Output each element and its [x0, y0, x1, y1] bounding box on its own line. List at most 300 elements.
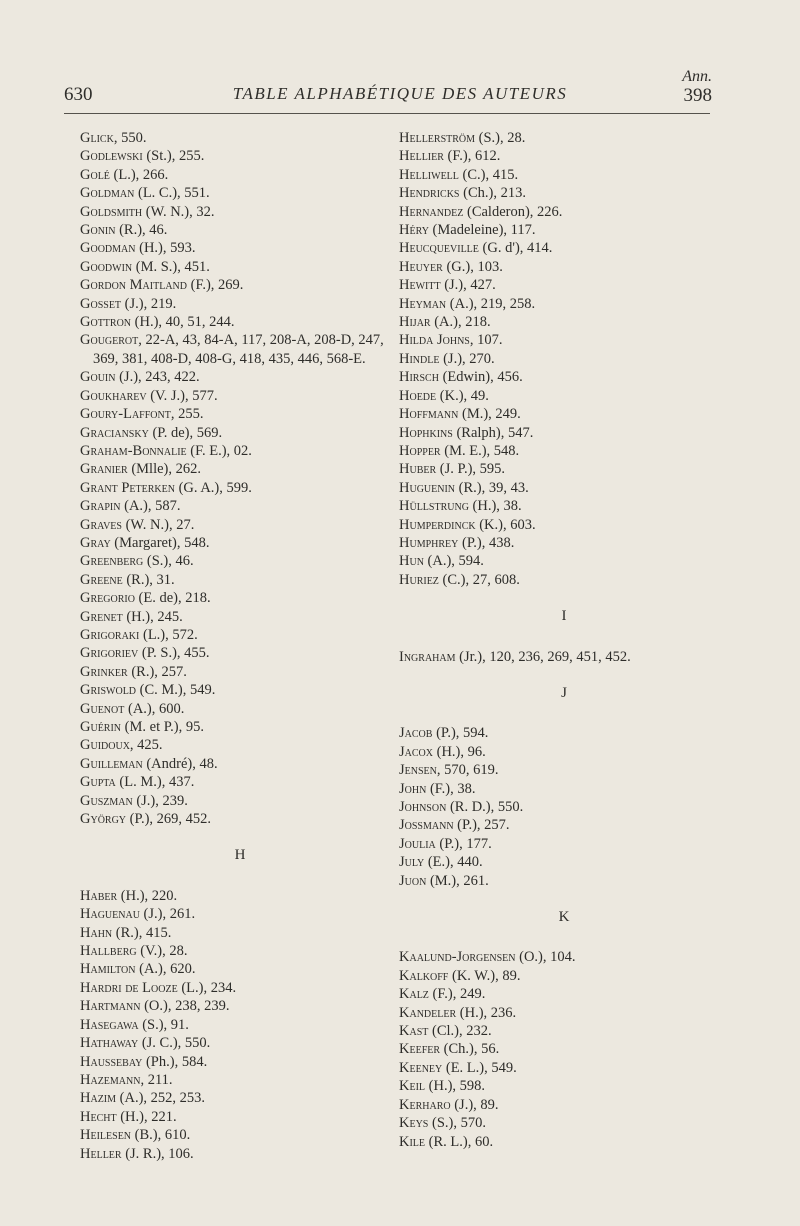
author-name: Graciansky: [80, 424, 149, 441]
index-entry: [399, 239, 729, 257]
author-name: György: [80, 811, 127, 828]
author-name: Huriez: [399, 571, 439, 588]
index-entry: [80, 497, 400, 515]
index-entry: [80, 887, 400, 905]
index-entry: [80, 534, 400, 552]
page-references: (R.), 39, 43.: [455, 479, 529, 496]
page-references: (E. L.), 549.: [442, 1059, 517, 1076]
page-references: (R. L.), 60.: [425, 1133, 494, 1150]
page-references: (Cl.), 232.: [428, 1023, 492, 1040]
index-entry: [399, 816, 729, 834]
page-references: , 255.: [170, 406, 204, 423]
author-name: Hijar: [399, 314, 431, 331]
page-references: (H.), 236.: [456, 1004, 517, 1021]
page-references: (E. de), 218.: [134, 590, 211, 607]
index-entry: [399, 798, 729, 816]
author-name: Humperdinck: [399, 516, 476, 533]
page-references: (H.), 245.: [122, 608, 183, 625]
author-name: Hellerström: [399, 130, 476, 146]
author-name: Hartmann: [80, 998, 141, 1015]
author-name: Héry: [399, 222, 429, 239]
page-references: (M.), 261.: [426, 872, 489, 889]
page-references: (J. P.), 595.: [436, 461, 506, 478]
index-entry: [399, 534, 729, 552]
index-entry: [80, 516, 400, 534]
page-references: , 107.: [469, 332, 503, 349]
index-entry: [80, 258, 400, 276]
index-entry: [80, 313, 400, 331]
author-name: John: [399, 780, 427, 797]
index-entry: [399, 1133, 729, 1151]
author-name: Hilda Johns: [399, 332, 470, 349]
header-rule: [64, 113, 710, 114]
page-references: (R.), 415.: [112, 924, 172, 941]
section-letter: J: [561, 684, 567, 701]
index-entry: [80, 184, 400, 202]
index-entry: [80, 700, 400, 718]
index-entry: [399, 648, 729, 666]
index-entry: [80, 276, 400, 294]
page-references: , 570, 619.: [436, 762, 499, 779]
author-name: Jacob: [399, 725, 433, 742]
author-name: Hasegawa: [80, 1016, 139, 1033]
author-name: Keeney: [399, 1059, 443, 1076]
index-entry: [399, 1022, 729, 1040]
author-name: Hahn: [80, 924, 113, 941]
page-references: (L.), 572.: [139, 626, 198, 643]
index-entry: [80, 773, 400, 791]
author-name: Grinker: [80, 663, 128, 680]
page-references: (A.), 252, 253.: [116, 1090, 206, 1107]
page-references: (H.), 96.: [432, 743, 486, 760]
page-references: (A.), 218.: [430, 314, 491, 331]
author-name: Gouin: [80, 369, 116, 386]
author-name: Huguenin: [399, 479, 456, 496]
page-references: (R.), 46.: [115, 222, 168, 239]
index-entry: [399, 552, 729, 570]
page-references: (S.), 91.: [138, 1016, 189, 1033]
index-entry: [80, 424, 400, 442]
index-entry: [80, 942, 400, 960]
page-references: (C.), 415.: [458, 166, 519, 183]
author-name: Guilleman: [80, 755, 143, 772]
author-name: Hazemann: [80, 1071, 141, 1088]
index-entry: [80, 203, 400, 221]
author-name: Haussebay: [80, 1053, 143, 1070]
page-references: (P. de), 569.: [148, 424, 223, 441]
page-references: (J.), 270.: [439, 350, 495, 367]
author-name: Hindle: [399, 350, 440, 367]
page-references: (H.), 221.: [116, 1108, 177, 1125]
author-name: Huber: [399, 461, 437, 478]
index-entry: [399, 313, 729, 331]
author-name: Keys: [399, 1115, 429, 1132]
page-references: (H.), 220.: [117, 887, 178, 904]
author-name: Guérin: [80, 719, 122, 735]
author-name: Goukharev: [80, 387, 147, 404]
index-entry: [80, 221, 400, 239]
author-name: Hardri de Looze: [80, 979, 178, 996]
page-references: (J.), 427.: [440, 277, 496, 294]
page-references: (R. D.), 550.: [446, 799, 524, 815]
author-name: Golé: [80, 166, 110, 183]
author-name: Ingraham: [399, 648, 456, 665]
author-name: Hun: [399, 553, 424, 570]
page-references: (Edwin), 456.: [438, 369, 523, 386]
page-references: (L.), 234.: [177, 979, 237, 996]
index-entry: [399, 967, 729, 985]
page-references: (Ch.), 56.: [440, 1041, 500, 1058]
index-entry: [80, 331, 400, 368]
author-name: Gordon Maitland: [80, 277, 187, 294]
index-entry: [80, 147, 400, 165]
page-references: (St.), 255.: [142, 148, 205, 165]
page-references: (Ralph), 547.: [452, 424, 534, 441]
author-name: Keil: [399, 1078, 426, 1095]
index-entry: [80, 571, 400, 589]
index-entry: [399, 1114, 729, 1132]
page-references: (F.), 269.: [186, 277, 244, 294]
page-references: (H.), 38.: [468, 498, 522, 515]
index-entry: [80, 810, 400, 828]
author-name: Jensen: [399, 762, 437, 779]
author-name: Hirsch: [399, 369, 439, 386]
page-references: (J. C.), 550.: [138, 1035, 211, 1052]
author-name: Haguenau: [80, 906, 140, 923]
page-references: (A.), 587.: [120, 498, 181, 515]
page-references: , 425.: [129, 737, 163, 754]
index-entry: [80, 1053, 400, 1071]
author-name: Goldsmith: [80, 203, 143, 220]
author-name: Kile: [399, 1133, 426, 1150]
author-name: Kalkoff: [399, 967, 449, 984]
index-entry: [399, 276, 729, 294]
index-entry: [399, 1004, 729, 1022]
index-entry: [399, 479, 729, 497]
index-entry: [80, 608, 400, 626]
index-entry: [80, 405, 400, 423]
page-references: (A.), 594.: [423, 553, 484, 570]
author-name: Grigoriev: [80, 645, 139, 662]
author-name: Grapin: [80, 498, 121, 515]
index-entry: [399, 1040, 729, 1058]
page-references: (M.), 249.: [458, 406, 521, 423]
index-entry: [80, 387, 400, 405]
page-references: (S.), 46.: [143, 553, 194, 570]
page-references: (C. M.), 549.: [136, 682, 216, 699]
index-entry: [399, 442, 729, 460]
page-references: (G. A.), 599.: [174, 479, 252, 496]
author-name: Guszman: [80, 792, 133, 809]
page-references: (M. S.), 451.: [132, 258, 210, 275]
page-references: (G. d'), 414.: [478, 240, 553, 257]
author-name: Graves: [80, 516, 122, 533]
author-name: Grenet: [80, 608, 123, 625]
index-entry: [399, 743, 729, 761]
author-name: Hathaway: [80, 1035, 139, 1052]
index-entry: [399, 295, 729, 313]
index-entry: [399, 948, 729, 966]
author-name: Hoede: [399, 387, 437, 404]
page-references: (J.), 89.: [450, 1096, 499, 1113]
page-references: (W. N.), 27.: [121, 516, 195, 533]
author-name: Hernandez: [399, 203, 464, 220]
author-name: Guidoux: [80, 737, 130, 754]
index-entry: [399, 424, 729, 442]
author-name: Hecht: [80, 1108, 117, 1125]
page-references: (R.), 257.: [127, 663, 187, 680]
page-references: (L.), 266.: [109, 166, 169, 183]
page-references: (Ph.), 584.: [142, 1053, 208, 1070]
page-references: (B.), 610.: [131, 1127, 191, 1144]
index-entry: [399, 516, 729, 534]
index-entry: [399, 405, 729, 423]
author-name: Gonin: [80, 222, 116, 239]
index-entry: [80, 626, 400, 644]
index-entry: [399, 350, 729, 368]
index-entry: [399, 258, 729, 276]
left-column: [80, 129, 400, 1163]
right-column: [399, 129, 729, 1151]
page-number: 630: [64, 84, 93, 105]
index-entry: [80, 589, 400, 607]
author-name: Haber: [80, 887, 118, 904]
section-letter: H: [234, 847, 246, 864]
author-name: Gosset: [80, 295, 122, 312]
page-references: (O.), 238, 239.: [140, 998, 230, 1015]
author-name: Griswold: [80, 682, 137, 699]
page-references: (F.), 612.: [443, 148, 501, 165]
author-name: July: [399, 854, 425, 871]
page-references: (K.), 603.: [475, 516, 536, 533]
author-name: Hellier: [399, 148, 444, 165]
author-name: Kaalund-Jorgensen: [399, 949, 516, 966]
index-entry: [399, 129, 729, 147]
index-entry: [399, 387, 729, 405]
page-references: (A.), 600.: [124, 700, 185, 717]
author-name: Hallberg: [80, 943, 137, 960]
author-name: Hewitt: [399, 277, 441, 294]
author-name: Heller: [80, 1145, 122, 1162]
page-references: (P.), 438.: [458, 534, 515, 551]
author-name: Hendricks: [399, 185, 460, 202]
index-entry: [399, 1077, 729, 1095]
page-references: (F.), 249.: [428, 986, 486, 1003]
index-entry: [80, 1034, 400, 1052]
section-letter: K: [558, 909, 570, 926]
index-entry: [399, 221, 729, 239]
page-references: (Ch.), 213.: [459, 185, 526, 202]
author-name: Glick: [80, 130, 114, 146]
author-name: Godlewski: [80, 148, 143, 165]
index-entry: [399, 724, 729, 742]
page-references: (P. S.), 455.: [138, 645, 210, 662]
index-entry: [80, 460, 400, 478]
index-entry: [399, 835, 729, 853]
page-references: (A.), 620.: [135, 961, 196, 978]
author-name: Hopper: [399, 442, 441, 459]
author-name: Heuyer: [399, 258, 443, 275]
index-entry: [399, 761, 729, 779]
author-name: Hophkins: [399, 424, 453, 441]
index-entry: [399, 147, 729, 165]
index-entry: [80, 718, 400, 736]
author-name: Heyman: [399, 295, 447, 312]
page-references: (Mlle), 262.: [127, 461, 201, 478]
page-references: (K.), 49.: [436, 387, 489, 404]
author-name: Goodwin: [80, 258, 133, 275]
author-name: Juon: [399, 872, 427, 889]
page-references: (J.), 243, 422.: [115, 369, 200, 386]
page-references: (P.), 269, 452.: [126, 811, 212, 828]
page-references: (Calderon), 226.: [463, 203, 563, 220]
index-entry: [80, 979, 400, 997]
author-name: Granier: [80, 461, 128, 478]
author-name: Joulia: [399, 835, 436, 852]
author-name: Hazim: [80, 1090, 117, 1107]
index-entry: [399, 331, 729, 349]
author-name: Hüllstrung: [399, 498, 469, 515]
index-entry: [80, 129, 400, 147]
author-name: Goury-Laffont: [80, 406, 171, 423]
index-entry: [399, 1059, 729, 1077]
index-entry: [80, 552, 400, 570]
author-name: Grigoraki: [80, 626, 140, 643]
page-references: , 550.: [113, 130, 147, 146]
index-entry: [80, 1145, 400, 1163]
index-entry: [80, 755, 400, 773]
author-name: Helliwell: [399, 166, 459, 183]
page-references: (V. J.), 577.: [146, 387, 218, 404]
page-references: (L. C.), 551.: [134, 185, 210, 202]
page-references: (S.), 570.: [428, 1115, 486, 1132]
index-entry: [399, 368, 729, 386]
page-references: (P.), 257.: [453, 817, 510, 834]
author-name: Hamilton: [80, 961, 136, 978]
page-references: (J.), 239.: [132, 792, 188, 809]
author-name: Graham-Bonnalie: [80, 442, 187, 459]
index-entry: [80, 479, 400, 497]
author-name: Gottron: [80, 314, 132, 331]
index-entry: [399, 985, 729, 1003]
page-references: (K. W.), 89.: [448, 967, 521, 984]
index-entry: [80, 924, 400, 942]
author-name: Kandeler: [399, 1004, 457, 1021]
page-references: (M. E.), 548.: [440, 442, 520, 459]
page-title: TABLE ALPHABÉTIQUE DES AUTEURS: [232, 84, 568, 103]
author-name: Keefer: [399, 1041, 441, 1058]
index-entry: [80, 295, 400, 313]
author-name: Jacox: [399, 743, 433, 760]
author-name: Kalz: [399, 986, 429, 1003]
page-references: (Jr.), 120, 236, 269, 451, 452.: [455, 648, 631, 665]
index-entry: [399, 203, 729, 221]
page-references: (V.), 28.: [136, 943, 188, 960]
page-references: (O.), 104.: [515, 949, 576, 966]
page-references: (J. R.), 106.: [121, 1145, 194, 1162]
running-head: Ann.: [682, 68, 712, 85]
author-name: Humphrey: [399, 534, 459, 551]
page-references: (G.), 103.: [442, 258, 503, 275]
index-entry: [399, 184, 729, 202]
page-references: (Madeleine), 117.: [428, 222, 536, 239]
index-entry: [399, 1096, 729, 1114]
index-entry: [399, 497, 729, 515]
page-references: (L. M.), 437.: [115, 774, 195, 791]
page-references: (C.), 27, 608.: [438, 571, 520, 588]
index-entry: [399, 166, 729, 184]
author-name: Gray: [80, 534, 111, 551]
page-references: (H.), 593.: [135, 240, 196, 257]
index-entry: [399, 460, 729, 478]
index-entry: [80, 166, 400, 184]
page-references: (H.), 598.: [425, 1078, 486, 1095]
index-entry: [80, 1016, 400, 1034]
author-name: Gregorio: [80, 590, 135, 607]
author-name: Gougerot: [80, 332, 139, 349]
author-name: Goldman: [80, 185, 135, 202]
page-references: (J.), 219.: [121, 295, 177, 312]
author-name: Heilesen: [80, 1127, 132, 1144]
right-page-number: 398: [683, 85, 712, 106]
index-entry: [80, 1126, 400, 1144]
section-letter: I: [561, 608, 567, 625]
page-references: (P.), 177.: [435, 835, 492, 852]
author-name: Grant Peterken: [80, 479, 175, 496]
index-entry: [399, 571, 729, 589]
author-name: Greene: [80, 571, 123, 588]
author-name: Johnson: [399, 799, 447, 815]
page-references: (Margaret), 548.: [110, 534, 210, 551]
index-entry: [399, 872, 729, 890]
index-entry: [80, 960, 400, 978]
author-name: Guenot: [80, 700, 125, 717]
index-entry: [80, 644, 400, 662]
page-references: (S.), 28.: [475, 130, 526, 146]
page-references: , 22-A, 43, 84-A, 117, 208-A, 208-D, 247, 369, 381, 408-D, 408-G, 418, 435, 446, 568-E.: [93, 332, 384, 367]
author-name: Jossmann: [399, 817, 454, 834]
page-references: (W. N.), 32.: [142, 203, 215, 220]
page-references: (F. E.), 02.: [186, 442, 252, 459]
author-name: Gupta: [80, 774, 116, 791]
page-references: , 211.: [140, 1071, 173, 1088]
index-entry: [80, 1108, 400, 1126]
page-references: (H.), 40, 51, 244.: [131, 314, 235, 331]
index-entry: [80, 1089, 400, 1107]
page-references: (J.), 261.: [139, 906, 196, 923]
index-entry: [80, 368, 400, 386]
index-entry: [80, 997, 400, 1015]
index-entry: [80, 663, 400, 681]
index-entry: [399, 853, 729, 871]
index-entry: [80, 792, 400, 810]
index-entry: [399, 780, 729, 798]
author-name: Hoffmann: [399, 406, 459, 423]
author-name: Heucqueville: [399, 240, 479, 257]
author-name: Kast: [399, 1023, 429, 1040]
page-references: (A.), 219, 258.: [446, 295, 536, 312]
author-name: Goodman: [80, 240, 136, 257]
page-references: (P.), 594.: [432, 725, 489, 742]
page-references: (M. et P.), 95.: [121, 719, 205, 735]
index-entry: [80, 1071, 400, 1089]
page-references: (F.), 38.: [426, 780, 476, 797]
author-name: Greenberg: [80, 553, 144, 570]
page-references: (E.), 440.: [424, 854, 483, 871]
page-references: (R.), 31.: [122, 571, 175, 588]
index-entry: [80, 736, 400, 754]
index-entry: [80, 442, 400, 460]
